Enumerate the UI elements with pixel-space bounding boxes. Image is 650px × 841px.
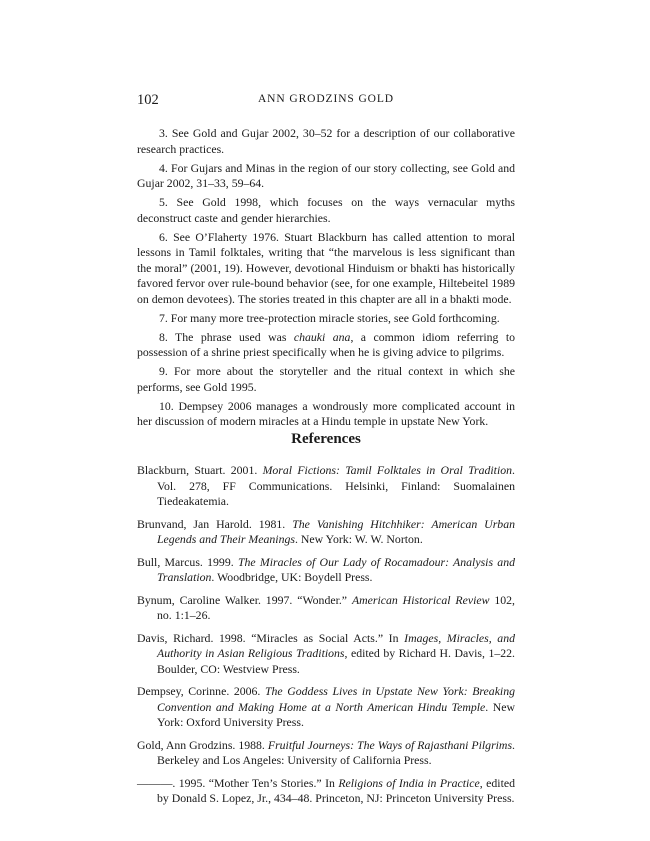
reference-entry: Bull, Marcus. 1999. The Miracles of Our Lady of Rocamadour: Analysis and Translation. Woodbridge, UK: Boydell Press. [137,554,515,584]
reference-entry: Blackburn, Stuart. 2001. Moral Fictions: Tamil Folktales in Oral Tradition. Vol. 278, FF Communications. Helsinki, Finland: Suomalainen Tiedeakatemia. [137,463,515,508]
endnote: 10. Dempsey 2006 manages a wondrously more complicated account in her discussion of modern miracles at a Hindu temple in upstate New York. [137,398,515,428]
references-heading: References [291,431,361,447]
reference-entry: ———. 1995. “Mother Ten’s Stories.” In Religions of India in Practice, edited by Donald S. Lopez, Jr., 434–48. Princeton, NJ: Princeton University Press. [137,775,515,805]
endnote: 6. See O’Flaherty 1976. Stuart Blackburn has called attention to moral lessons in Tamil folktales, writing that “the marvelous is less significant than the moral” (2001, 19). However, devotional Hinduism or bhakti has historically favored fervor over rule-bound behavior (see, for one example, Hiltebeitel 1989 on demon devotees). The stories treated in this chapter are all in a bhakti mode. [137,229,515,306]
reference-entry: Gold, Ann Grodzins. 1988. Fruitful Journeys: The Ways of Rajasthani Pilgrims. Berkeley and Los Angeles: University of California Press. [137,737,515,767]
page-number: 102 [137,92,159,108]
reference-entry: Davis, Richard. 1998. “Miracles as Social Acts.” In Images, Miracles, and Authority in Asian Religious Traditions, edited by Richard H. Davis, 1–22. Boulder, CO: Westview Press. [137,630,515,676]
endnote: 5. See Gold 1998, which focuses on the ways vernacular myths deconstruct caste and gender hierarchies. [137,195,515,225]
endnote: 9. For more about the storyteller and the ritual context in which she performs, see Gold 1995. [137,364,515,394]
endnote: 7. For many more tree-protection miracle stories, see Gold forthcoming. [159,310,500,325]
reference-entry: Brunvand, Jan Harold. 1981. The Vanishing Hitchhiker: American Urban Legends and Their Meanings. New York: W. W. Norton. [137,516,515,546]
endnote: 3. See Gold and Gujar 2002, 30–52 for a description of our collaborative research practices. [137,126,515,156]
endnote: 4. For Gujars and Minas in the region of our story collecting, see Gold and Gujar 2002, 31–33, 59–64. [137,160,515,190]
endnote: 8. The phrase used was chauki ana, a common idiom referring to possession of a shrine priest specifically when he is giving advice to pilgrims. [137,329,515,359]
running-head: ANN GRODZINS GOLD [257,93,395,105]
reference-entry: Bynum, Caroline Walker. 1997. “Wonder.” American Historical Review 102, no. 1:1–26. [137,592,515,622]
reference-entry: Dempsey, Corinne. 2006. The Goddess Lives in Upstate New York: Breaking Convention and Making Home at a North American Hindu Temple. New York: Oxford University Press. [137,684,515,729]
page-header [137,92,515,110]
references-list [137,463,515,814]
endnotes [137,126,515,433]
